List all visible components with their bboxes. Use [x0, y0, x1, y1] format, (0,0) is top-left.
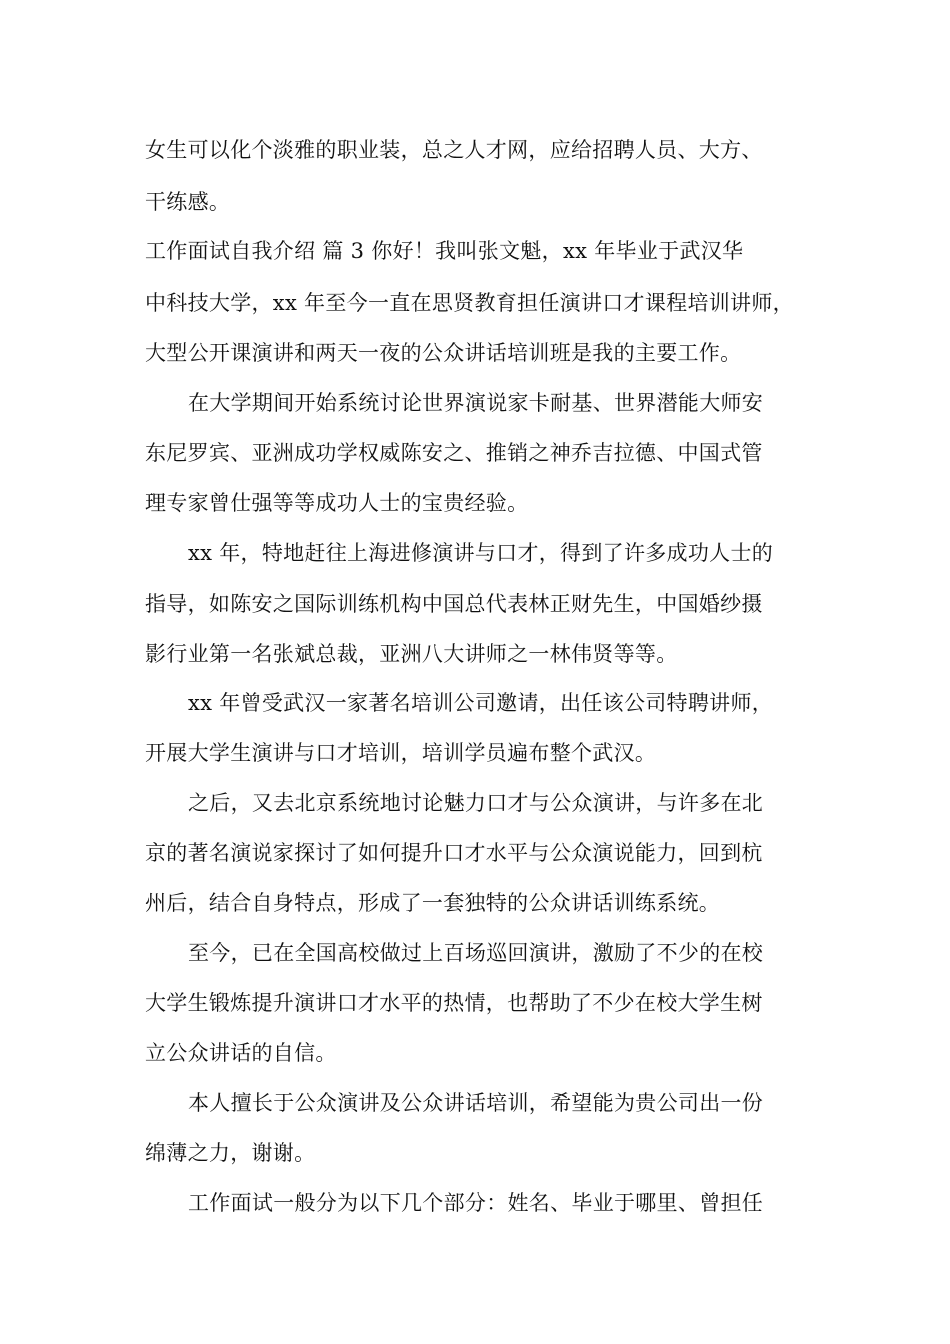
- text-line: 州后，结合自身特点，形成了一套独特的公众讲话训练系统。: [145, 891, 721, 915]
- text-line: 立公众讲话的自信。: [145, 1041, 337, 1065]
- text-line: xx 年曾受武汉一家著名培训公司邀请，出任该公司特聘讲师，: [188, 691, 774, 715]
- text-line: 东尼罗宾、亚洲成功学权威陈安之、推销之神乔吉拉德、中国式管: [145, 441, 763, 465]
- text-line: 本人擅长于公众演讲及公众讲话培训，希望能为贵公司出一份: [188, 1091, 764, 1115]
- text-line: 绵薄之力，谢谢。: [145, 1141, 316, 1165]
- text-line: 干练感。: [145, 190, 231, 214]
- text-line: 影行业第一名张斌总裁，亚洲八大讲师之一林伟贤等等。: [145, 642, 678, 666]
- text-line: 指导，如陈安之国际训练机构中国总代表林正财先生，中国婚纱摄: [145, 592, 763, 616]
- text-line: 至今，已在全国高校做过上百场巡回演讲，激励了不少的在校: [188, 941, 764, 965]
- text-line: xx 年，特地赶往上海进修演讲与口才，得到了许多成功人士的: [188, 541, 774, 565]
- text-line: 工作面试自我介绍 篇 3 你好！我叫张文魁，xx 年毕业于武汉华: [145, 239, 744, 263]
- text-line: 京的著名演说家探讨了如何提升口才水平与公众演说能力，回到杭: [145, 841, 763, 865]
- text-line: 在大学期间开始系统讨论世界演说家卡耐基、世界潜能大师安: [188, 391, 764, 415]
- text-line: 之后，又去北京系统地讨论魅力口才与公众演讲，与许多在北: [188, 791, 764, 815]
- text-line: 女生可以化个淡雅的职业装，总之人才网，应给招聘人员、大方、: [145, 138, 763, 162]
- text-line: 大学生锻炼提升演讲口才水平的热情，也帮助了不少在校大学生树: [145, 991, 763, 1015]
- text-line: 工作面试一般分为以下几个部分：姓名、毕业于哪里、曾担任: [188, 1191, 764, 1215]
- text-line: 理专家曾仕强等等成功人士的宝贵经验。: [145, 491, 529, 515]
- text-line: 大型公开课演讲和两天一夜的公众讲话培训班是我的主要工作。: [145, 341, 742, 365]
- text-line: 中科技大学，xx 年至今一直在思贤教育担任演讲口才课程培训讲师，: [145, 291, 794, 315]
- text-line: 开展大学生演讲与口才培训，培训学员遍布整个武汉。: [145, 741, 657, 765]
